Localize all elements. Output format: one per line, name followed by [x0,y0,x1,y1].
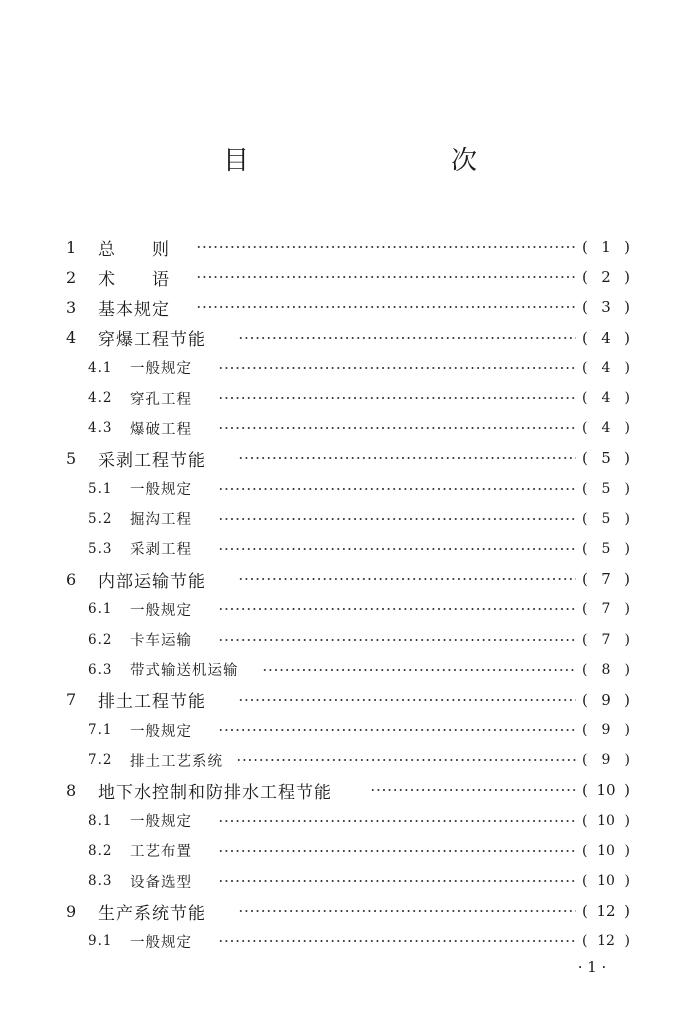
dot-leader [196,262,576,292]
toc-section-entry[interactable] [0,383,700,413]
toc-entry-number: 4.2 [88,390,113,407]
dot-leader [238,323,576,353]
open-paren: ( [582,328,588,347]
toc-entry-title: 爆破工程 [130,421,192,438]
page-value: 12 [596,902,616,921]
page-value: 4 [601,390,611,407]
toc-page-number [582,902,630,920]
toc-entry-number: 7.2 [88,752,113,769]
toc-page-number [582,449,630,467]
toc-entry-title: 设备选型 [130,874,192,891]
toc-page-number [582,268,630,286]
toc-entry-number: 5.2 [88,510,113,527]
open-paren: ( [582,480,588,497]
page-value: 7 [601,601,611,618]
open-paren: ( [582,268,588,287]
toc-entry-title: 排土工艺系统 [130,753,223,770]
toc-entry-title: 穿爆工程节能 [98,330,206,351]
dot-leader [238,685,576,715]
dot-leader [262,655,576,685]
toc-entry-title: 地下水控制和防排水工程节能 [98,782,332,803]
close-paren: ) [624,722,630,739]
close-paren: ) [624,540,630,557]
toc-entry-number: 6.1 [88,601,113,618]
toc-page-number [582,781,630,799]
toc-entry-number: 1 [66,237,77,257]
dot-leader [238,896,576,926]
toc-section-entry[interactable] [0,836,700,866]
dot-leader [238,443,576,473]
toc-entry-number: 5.3 [88,540,113,557]
close-paren: ) [624,449,630,468]
toc-entry-title: 内部运输节能 [98,571,206,592]
toc-chapter-entry[interactable] [0,685,700,715]
toc-entry-title: 带式输送机运输 [130,663,239,680]
close-paren: ) [624,812,630,829]
toc-page-number [582,360,630,376]
table-of-contents [0,232,700,957]
toc-section-entry[interactable] [0,624,700,654]
page-value: 2 [601,268,611,287]
dot-leader [218,353,576,383]
open-paren: ( [582,390,588,407]
open-paren: ( [582,449,588,468]
toc-entry-title: 生产系统节能 [98,903,206,924]
page-value: 5 [601,480,611,497]
toc-entry-title: 采剥工程节能 [98,450,206,471]
close-paren: ) [624,420,630,437]
dot-leader [218,504,576,534]
open-paren: ( [582,298,588,317]
toc-entry-title: 穿孔工程 [130,391,192,408]
page-number-footer: · 1 · [577,958,607,976]
toc-chapter-entry[interactable] [0,232,700,262]
toc-page-number [582,722,630,738]
close-paren: ) [624,902,630,921]
toc-page-number [582,238,630,256]
toc-page-number [582,662,630,678]
dot-leader [218,715,576,745]
dot-leader [218,413,576,443]
toc-section-entry[interactable] [0,715,700,745]
toc-entry-number: 6.3 [88,661,113,678]
toc-chapter-entry[interactable] [0,292,700,322]
toc-entry-number: 8.1 [88,812,113,829]
page-value: 4 [601,420,611,437]
page-value: 10 [597,812,615,829]
open-paren: ( [582,540,588,557]
open-paren: ( [582,722,588,739]
page-value: 4 [601,328,611,347]
close-paren: ) [624,661,630,678]
toc-page-number [582,511,630,527]
page-title: 目 次 [222,146,527,176]
toc-entry-title: 一般规定 [130,814,192,831]
toc-entry-number: 7.1 [88,722,113,739]
toc-section-entry[interactable] [0,504,700,534]
toc-entry-number: 2 [66,267,77,287]
dot-leader [218,625,576,655]
page-value: 1 [601,238,611,257]
close-paren: ) [624,238,630,257]
toc-entry-number: 8.2 [88,842,113,859]
toc-entry-number: 7 [66,690,77,710]
toc-page-number [582,420,630,436]
open-paren: ( [582,752,588,769]
toc-entry-number: 5.1 [88,480,113,497]
close-paren: ) [624,328,630,347]
toc-page-number [582,813,630,829]
close-paren: ) [624,510,630,527]
close-paren: ) [624,359,630,376]
toc-entry-number: 8.3 [88,873,113,890]
toc-entry-title: 卡车运输 [130,633,192,650]
toc-section-entry[interactable] [0,474,700,504]
dot-leader [218,474,576,504]
toc-section-entry[interactable] [0,655,700,685]
toc-chapter-entry[interactable] [0,262,700,292]
toc-entry-title: 基本规定 [98,299,170,320]
toc-chapter-entry[interactable] [0,896,700,926]
toc-chapter-entry[interactable] [0,775,700,805]
page-value: 3 [601,298,611,317]
page-value: 9 [601,752,611,769]
dot-leader [218,806,576,836]
toc-entry-title: 一般规定 [130,361,192,378]
toc-page-number [582,329,630,347]
toc-entry-title: 采剥工程 [130,542,192,559]
toc-page-number [582,691,630,709]
toc-entry-title: 一般规定 [130,602,192,619]
close-paren: ) [624,933,630,950]
page-value: 9 [601,722,611,739]
dot-leader [238,564,576,594]
close-paren: ) [624,690,630,709]
toc-page-number [582,570,630,588]
open-paren: ( [582,510,588,527]
open-paren: ( [582,570,588,589]
open-paren: ( [582,420,588,437]
dot-leader [196,292,576,322]
toc-page-number [582,390,630,406]
open-paren: ( [582,359,588,376]
open-paren: ( [582,601,588,618]
open-paren: ( [582,902,588,921]
toc-entry-number: 8 [66,780,77,800]
close-paren: ) [624,752,630,769]
page-value: 10 [596,781,616,800]
toc-entry-number: 9 [66,901,77,921]
toc-section-entry[interactable] [0,413,700,443]
toc-page-number [582,601,630,617]
page-value: 10 [597,842,615,859]
toc-entry-number: 4.1 [88,359,113,376]
toc-section-entry[interactable] [0,866,700,896]
close-paren: ) [624,873,630,890]
toc-entry-title: 一般规定 [130,934,192,951]
toc-entry-title: 一般规定 [130,482,192,499]
toc-page-number [582,298,630,316]
close-paren: ) [624,390,630,407]
toc-entry-number: 4.3 [88,420,113,437]
open-paren: ( [582,781,588,800]
close-paren: ) [624,781,630,800]
open-paren: ( [582,631,588,648]
open-paren: ( [582,812,588,829]
toc-page-number [582,632,630,648]
dot-leader [218,534,576,564]
toc-entry-number: 3 [66,297,77,317]
page-value: 5 [601,449,611,468]
toc-entry-title: 掘沟工程 [130,512,192,529]
dot-leader [218,836,576,866]
page-value: 4 [601,359,611,376]
page-value: 7 [601,570,611,589]
toc-section-entry[interactable] [0,534,700,564]
dot-leader [218,926,576,956]
dot-leader [218,594,576,624]
toc-page-number [582,752,630,768]
dot-leader [370,775,576,805]
toc-entry-title: 排土工程节能 [98,692,206,713]
close-paren: ) [624,631,630,648]
toc-chapter-entry[interactable] [0,323,700,353]
open-paren: ( [582,933,588,950]
page-value: 9 [601,690,611,709]
toc-chapter-entry[interactable] [0,564,700,594]
toc-section-entry[interactable] [0,926,700,956]
close-paren: ) [624,601,630,618]
toc-section-entry[interactable] [0,745,700,775]
page-value: 5 [601,540,611,557]
close-paren: ) [624,298,630,317]
page-value: 5 [601,510,611,527]
close-paren: ) [624,480,630,497]
close-paren: ) [624,268,630,287]
toc-entry-title: 工艺布置 [130,844,192,861]
open-paren: ( [582,661,588,678]
open-paren: ( [582,842,588,859]
toc-entry-title: 术 语 [98,269,170,290]
toc-entry-title: 总 则 [98,239,170,260]
toc-page-number [582,541,630,557]
dot-leader [236,745,576,775]
page-value: 8 [601,661,611,678]
toc-section-entry[interactable] [0,594,700,624]
open-paren: ( [582,690,588,709]
dot-leader [196,232,576,262]
toc-entry-title: 一般规定 [130,723,192,740]
toc-entry-number: 4 [66,328,77,348]
toc-entry-number: 9.1 [88,933,113,950]
toc-chapter-entry[interactable] [0,443,700,473]
open-paren: ( [582,238,588,257]
dot-leader [218,383,576,413]
open-paren: ( [582,873,588,890]
toc-page-number [582,481,630,497]
toc-page-number [582,873,630,889]
page-value: 10 [597,873,615,890]
page-value: 12 [597,933,615,950]
close-paren: ) [624,570,630,589]
toc-section-entry[interactable] [0,353,700,383]
close-paren: ) [624,842,630,859]
toc-page-number [582,933,630,949]
toc-entry-number: 6 [66,569,77,589]
toc-page-number [582,843,630,859]
dot-leader [218,866,576,896]
toc-entry-number: 6.2 [88,631,113,648]
page-value: 7 [601,631,611,648]
toc-section-entry[interactable] [0,806,700,836]
toc-entry-number: 5 [66,448,77,468]
